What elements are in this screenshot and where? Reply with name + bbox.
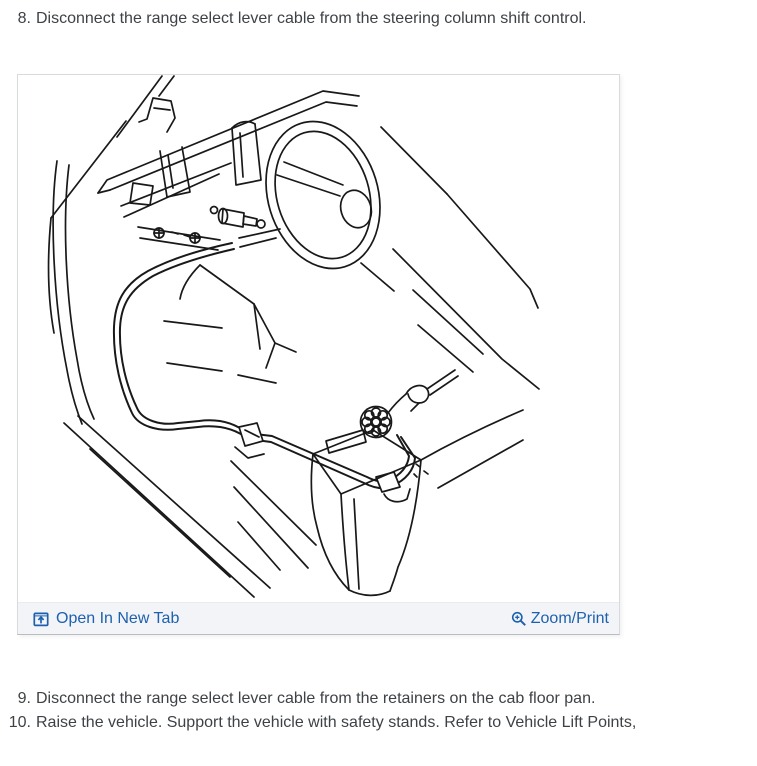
- open-in-new-tab-label: Open In New Tab: [56, 609, 180, 627]
- step-number: 8.: [17, 10, 31, 27]
- right-body-lines: [361, 194, 539, 488]
- zoom-print-link[interactable]: [511, 610, 609, 628]
- floor-console: [311, 430, 428, 595]
- a-pillar-lines: [49, 76, 175, 424]
- instruction-step-9: [0, 687, 757, 711]
- instruction-steps-bottom: [0, 687, 757, 735]
- lever-hook: [406, 370, 458, 411]
- step-number: 9.: [17, 690, 31, 707]
- step-text: Disconnect the range select lever cable from the retainers on the cab floor pan.: [36, 690, 596, 707]
- open-in-new-tab-link[interactable]: [33, 610, 179, 628]
- range-select-cable: [114, 243, 415, 488]
- instruction-step-8: [0, 7, 757, 30]
- sill-lines: [64, 416, 316, 597]
- open-in-new-tab-icon: [33, 611, 49, 627]
- cable-grommet: [361, 394, 407, 438]
- figure-toolbar: [18, 602, 619, 634]
- instruction-step-10: [0, 711, 757, 735]
- zoom-print-label: Zoom/Print: [530, 609, 609, 627]
- diagram-image: [18, 75, 619, 602]
- step-text: Disconnect the range select lever cable from the steering column shift control.: [36, 10, 587, 27]
- zoom-in-magnifier-icon: [511, 611, 527, 627]
- cable-retainer-clip: [235, 423, 264, 458]
- shift-control-cluster: [138, 207, 265, 251]
- floor-marks: [164, 321, 276, 383]
- floor-hump: [180, 265, 296, 368]
- figure-panel: [17, 74, 620, 635]
- step-text: Raise the vehicle. Support the vehicle with safety stands. Refer to Vehicle Lift Points,: [36, 714, 637, 731]
- step-number: 10.: [8, 714, 31, 731]
- steering-wheel: [239, 107, 398, 283]
